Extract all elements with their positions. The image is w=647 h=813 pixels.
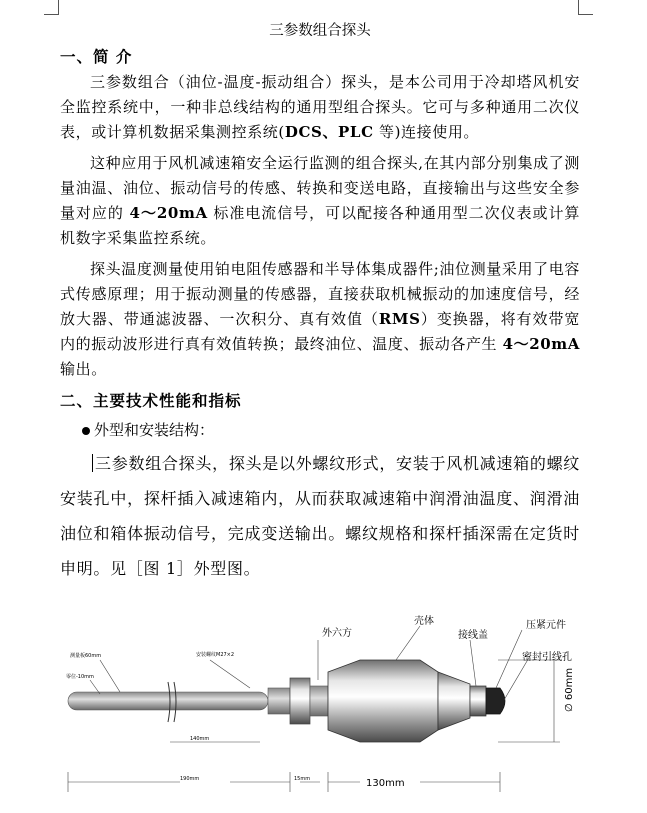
para3-text-c: ）变换器，将有效带宽内的振动波形进行真有效值转换；最终油位、温度、振动各产生 bbox=[60, 310, 580, 353]
structure-paragraph[interactable] bbox=[60, 446, 580, 586]
probe-outline-figure bbox=[60, 612, 620, 809]
label-dim-15: 15mm bbox=[294, 776, 311, 782]
probe-rod bbox=[68, 692, 268, 710]
intro-paragraph-1 bbox=[60, 70, 580, 145]
label-dim-190: 190mm bbox=[180, 776, 200, 782]
structure-paragraph-text: 三参数组合探头，探头是以外螺纹形式，安装于风机减速箱的螺纹安装孔中，探杆插入减速箱内，从而获取减速箱中润滑油温度、润滑油油位和箱体振动信号，完成变送输出。螺纹规格和探杆插深需在定货时申明。见［图 1］外型图。 bbox=[60, 454, 580, 578]
press-element bbox=[486, 688, 505, 714]
label-dim-140: 140mm bbox=[190, 736, 210, 742]
para1-text-b: DCS、PLC bbox=[284, 123, 374, 141]
label-shell: 壳体 bbox=[414, 616, 434, 627]
intro-paragraph-2 bbox=[60, 151, 580, 251]
para2-text-c: 标准电流信号，可以配接各种通用型二次仪表或计算机数字采集监控系统。 bbox=[60, 204, 581, 247]
text-cursor bbox=[92, 454, 93, 472]
para3-text-a: 探头温度测量使用铂电阻传感器和半导体集成器件;油位测量采用了电容式传感原理；用于振动测量的传感器，直接获取机械振动的加速度信号，经放大器、带通滤波器、一次积分、真有效值（ bbox=[60, 260, 580, 328]
para2-text-a: 这种应用于风机减速箱安全运行监测的组合探头,在其内部分别集成了测量油温、油位、振动信号的传感、转换和变送电路，直接输出与这些安全参量对应的 bbox=[60, 154, 580, 222]
para3-text-e: 输出。 bbox=[60, 360, 107, 378]
document-page bbox=[60, 18, 580, 586]
label-hex: 外六方 bbox=[322, 628, 352, 639]
section-heading-specs: 二、主要技术性能和指标 bbox=[60, 391, 242, 410]
hex-nut bbox=[290, 678, 310, 724]
dimension-lines bbox=[68, 660, 560, 792]
label-press: 压紧元件 bbox=[526, 620, 566, 631]
label-junction: 接线盖 bbox=[458, 630, 488, 641]
shell-body bbox=[328, 660, 438, 742]
para3-text-b: RMS bbox=[378, 310, 421, 328]
label-seal: 密封引线孔 bbox=[522, 652, 572, 663]
thread-section bbox=[268, 688, 290, 714]
bullet-text: 外型和安装结构： bbox=[94, 421, 215, 439]
label-thread: 安装螺纹M27×2 bbox=[196, 652, 235, 658]
neck bbox=[310, 686, 328, 716]
label-oil-level: 测量板60mm bbox=[70, 653, 102, 659]
bullet-dot-icon bbox=[82, 427, 90, 435]
page-corner-mark-left bbox=[44, 0, 59, 15]
section-heading-intro: 一、简 介 bbox=[60, 47, 133, 66]
para2-text-b: 4～20mA bbox=[129, 204, 208, 222]
page-corner-mark-right bbox=[578, 0, 593, 15]
junction-cover bbox=[470, 686, 486, 716]
probe-drawing bbox=[60, 612, 620, 809]
label-dim-130: 130mm bbox=[366, 778, 405, 789]
intro-paragraph-3 bbox=[60, 257, 580, 382]
label-dia-60: ∅ 60mm bbox=[564, 667, 575, 712]
document-title: 三参数组合探头 bbox=[269, 23, 371, 39]
shell-taper bbox=[438, 672, 470, 730]
bullet-item-appearance bbox=[60, 414, 580, 446]
para1-text-a: 三参数组合（油位-温度-振动组合）探头，是本公司用于冷却塔风机安全监控系统中，一种非总线结构的通用型组合探头。它可与多种通用二次仪表，或计算机数据采集测控系统( bbox=[60, 73, 580, 141]
para3-text-d: 4～20mA bbox=[502, 335, 581, 353]
label-zero: 零位-10mm bbox=[66, 674, 94, 680]
para1-text-c: 等)连接使用。 bbox=[373, 123, 480, 141]
